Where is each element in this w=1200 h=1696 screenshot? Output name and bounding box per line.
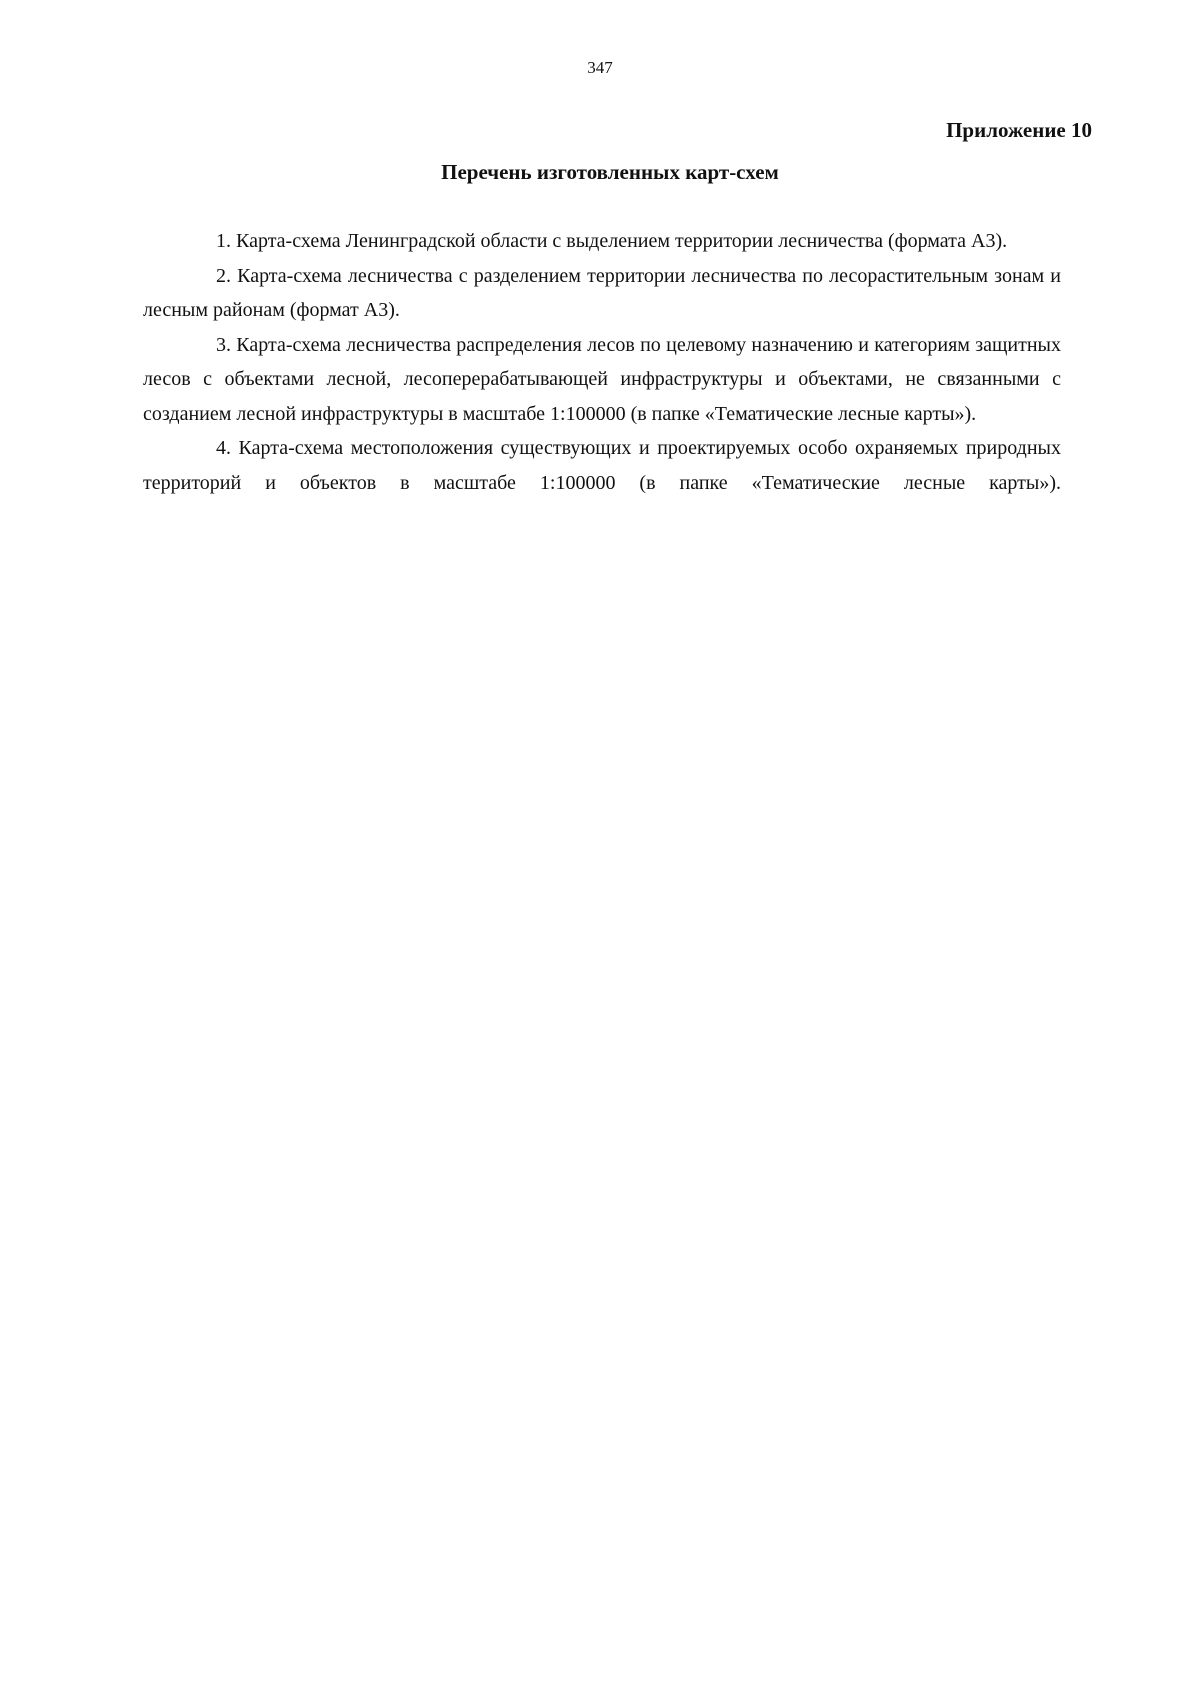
list-item: 1. Карта-схема Ленинградской области с выделением территории лесничества (формата А3). xyxy=(216,230,1008,252)
appendix-label: Приложение 10 xyxy=(946,118,1092,142)
list-item: 4. Карта-схема местоположения существующих и проектируемых особо охраняемых природных территорий и объектов в масштабе 1:100000 (в папке «Тематические лесные карты»). xyxy=(143,437,1061,494)
list-item: 2. Карта-схема лесничества с разделением территории лесничества по лесорастительным зонам и лесным районам (формат А3). xyxy=(143,264,1061,321)
list-item: 3. Карта-схема лесничества распределения лесов по целевому назначению и категориям защитных лесов с объектами лесной, лесоперерабатывающей инфраструктуры и объектами, не связанными с созданием лесной инфраструктуры в масштабе 1:100000 (в папке «Тематические лесные карты»). xyxy=(143,333,1061,425)
map-list xyxy=(143,224,1061,500)
page-number: 347 xyxy=(587,58,613,77)
document-title: Перечень изготовленных карт-схем xyxy=(441,160,779,184)
